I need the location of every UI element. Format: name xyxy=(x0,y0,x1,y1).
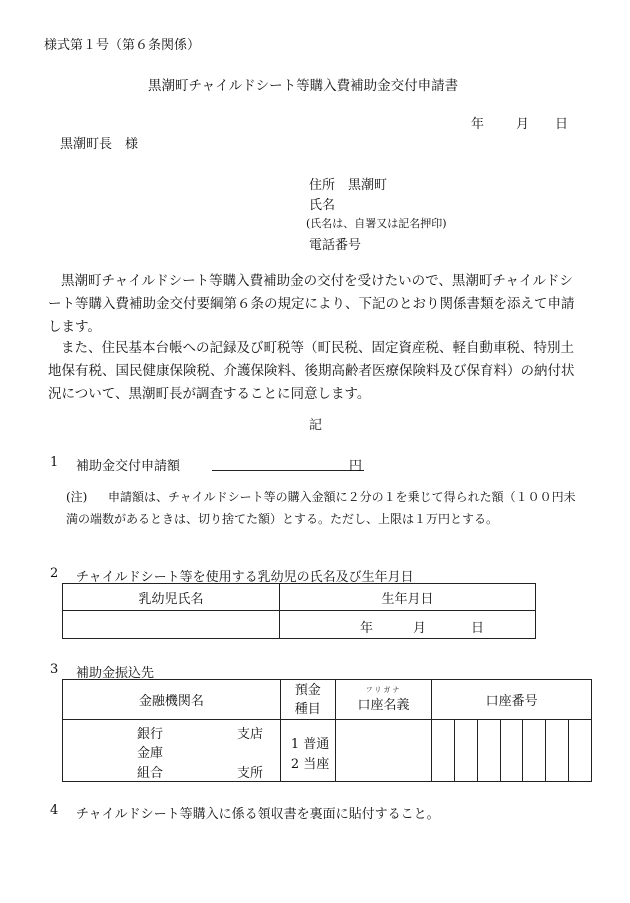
bank-type-kumiai: 組合 xyxy=(137,766,164,781)
account-number-header: 口座番号 xyxy=(432,680,592,720)
branch-office-label: 支所 xyxy=(237,766,264,781)
bank-type-bank: 銀行 xyxy=(137,727,164,742)
applicant-name-note: (氏名は、自署又は記名押印) xyxy=(306,217,447,230)
section1-unit: 円 xyxy=(349,459,363,474)
birth-day-label: 日 xyxy=(471,621,485,636)
deposit-type-header: 預金 種目 xyxy=(280,680,335,720)
section3-label: 補助金振込先 xyxy=(76,666,155,681)
note-label: (注) xyxy=(66,490,88,504)
birth-date-cell[interactable] xyxy=(280,611,536,639)
date-year: 年 xyxy=(471,117,485,132)
account-holder-ruby: フリガナ xyxy=(365,686,402,694)
bank-name-cell[interactable] xyxy=(63,720,281,782)
section1-label: 補助金交付申請額 xyxy=(76,459,181,474)
account-digit-cell[interactable] xyxy=(455,720,478,782)
bank-type-kinko: 金庫 xyxy=(137,746,164,761)
applicant-phone: 電話番号 xyxy=(309,238,362,253)
section4-label: チャイルドシート等購入に係る領収書を裏面に貼付すること。 xyxy=(76,807,440,822)
account-digit-cell[interactable] xyxy=(546,720,569,782)
birth-date-header: 生年月日 xyxy=(280,584,536,611)
account-holder-cell[interactable] xyxy=(335,720,431,782)
note-text: 申請額は、チャイルドシート等の購入金額に２分の１を乗じて得られた額（１００円未満の端数があるときは、切り捨てた額）とする。ただし、上限は１万円とする。 xyxy=(66,490,576,526)
deposit-type-ordinary: 1 普通 xyxy=(290,737,330,752)
section2-number: 2 xyxy=(50,566,59,581)
addressee: 黒潮町長 様 xyxy=(60,137,139,152)
amount-field[interactable] xyxy=(212,470,364,471)
body-paragraph-2: また、住民基本台帳への記録及び町税等（町民税、固定資産税、軽自動車税、特別土地保有税、国民健康保険税、介護保険料、後期高齢者医療保険料及び保育料）の納付状況について、黒潮町長が調査することに同意します。 xyxy=(48,340,575,402)
account-digit-cell[interactable] xyxy=(569,720,592,782)
account-digit-cell[interactable] xyxy=(500,720,523,782)
ki-label: 記 xyxy=(309,418,323,433)
account-digit-cell[interactable] xyxy=(523,720,546,782)
account-digit-cell[interactable] xyxy=(432,720,455,782)
section4-number: 4 xyxy=(50,803,59,818)
date-month: 月 xyxy=(516,117,530,132)
section3-number: 3 xyxy=(50,662,59,677)
bank-table xyxy=(62,679,592,782)
infant-table xyxy=(62,583,536,639)
form-number: 様式第１号（第６条関係） xyxy=(44,38,201,53)
date-day: 日 xyxy=(555,117,569,132)
deposit-type-cell[interactable] xyxy=(280,720,335,782)
infant-name-header: 乳幼児氏名 xyxy=(63,584,280,611)
infant-name-cell[interactable] xyxy=(63,611,280,639)
section2-label: チャイルドシート等を使用する乳幼児の氏名及び生年月日 xyxy=(76,570,414,585)
deposit-type-current: 2 当座 xyxy=(290,757,330,772)
page-title: 黒潮町チャイルドシート等購入費補助金交付申請書 xyxy=(148,78,459,94)
account-digit-cell[interactable] xyxy=(477,720,500,782)
birth-month-label: 月 xyxy=(413,621,427,636)
section1-number: 1 xyxy=(50,455,59,470)
bank-name-header: 金融機関名 xyxy=(63,680,281,720)
birth-year-label: 年 xyxy=(360,621,374,636)
branch-label: 支店 xyxy=(237,727,264,742)
applicant-name: 氏名 xyxy=(309,198,336,213)
account-holder-header: フリガナ 口座名義 xyxy=(335,680,431,720)
body-paragraph-1: 黒潮町チャイルドシート等購入費補助金の交付を受けたいので、黒潮町チャイルドシート等購入費補助金交付要綱第６条の規定により、下記のとおり関係書類を添えて申請します。 xyxy=(48,273,575,335)
applicant-address: 住所 黒潮町 xyxy=(309,178,388,193)
